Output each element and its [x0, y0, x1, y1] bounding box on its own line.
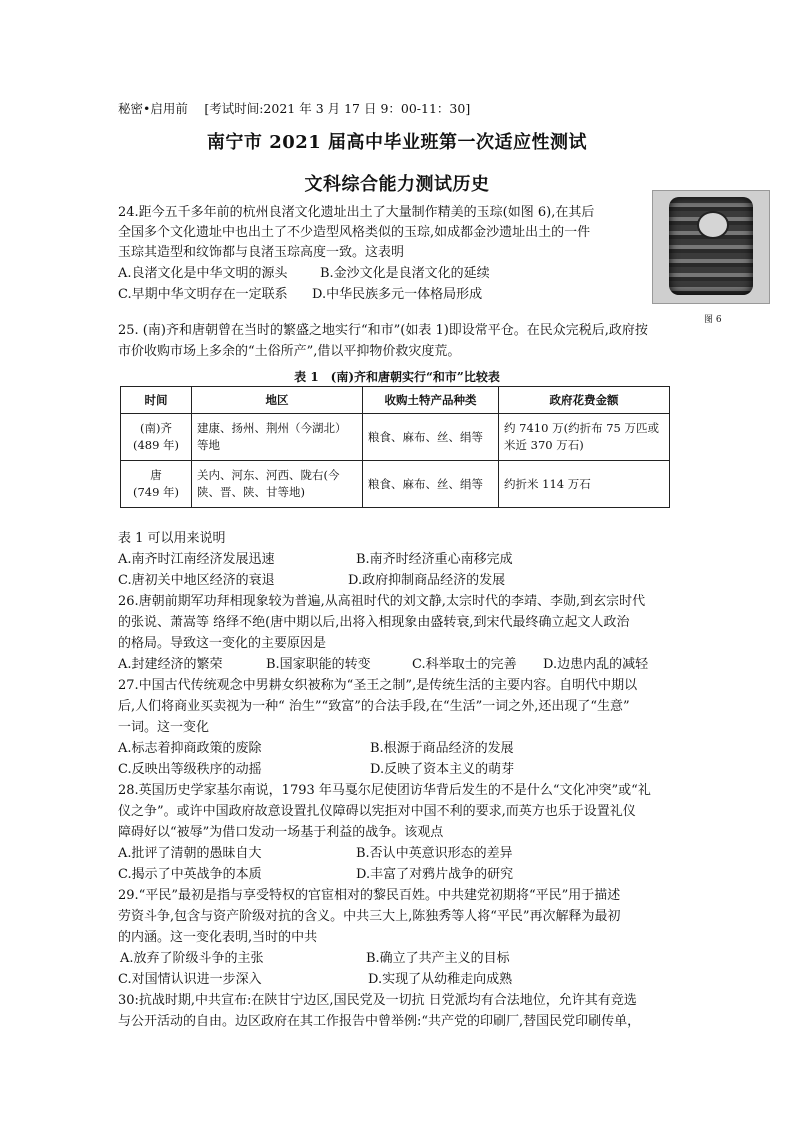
- table-row: [121, 461, 670, 508]
- table-header-row: [121, 387, 670, 414]
- table-header-region: 地区: [192, 387, 363, 414]
- q26-option-d: D.边患内乱的减轻: [543, 657, 649, 672]
- q29-line-1: 29.“平民”最初是指与享受特权的官宦相对的黎民百姓。中共建党初期将“平民”用于描述: [118, 888, 621, 903]
- q24-option-c: C.早期中华文明存在一定联系: [118, 287, 288, 302]
- table-header-time: 时间: [121, 387, 192, 414]
- q24-option-b: B.金沙文化是良渚文化的延续: [320, 266, 490, 281]
- row2-goods: 粮食、麻布、丝、绢等: [363, 461, 499, 508]
- q27-option-a: A.标志着抑商政策的废除: [118, 741, 262, 756]
- q26-option-b: B.国家职能的转变: [266, 657, 371, 672]
- q25-line-1: 25. (南)齐和唐朝曾在当时的繁盛之地实行“和市”(如表 1)即设常平仓。在民众完税后,政府按: [118, 323, 648, 338]
- q29-option-d: D.实现了从幼稚走向成熟: [368, 972, 513, 987]
- q25-line-2: 市价收购市场上多余的“土俗所产”,借以平抑物价救灾度荒。: [118, 344, 461, 359]
- figure-caption: 图 6: [704, 315, 722, 325]
- row1-cost: 约 7410 万(约折布 75 万匹或米近 370 万石): [499, 414, 670, 461]
- q30-line-1: 30:抗战时期,中共宣布:在陕甘宁边区,国民党及一切抗 日党派均有合法地位，允许其有竞选: [118, 993, 637, 1008]
- q24-option-a: A.良渚文化是中华文明的源头: [118, 266, 288, 281]
- q28-option-c: C.揭示了中英战争的本质: [118, 867, 262, 882]
- row1-region: 建康、扬州、荆州（今湖北）等地: [192, 414, 363, 461]
- row1-goods: 粮食、麻布、丝、绢等: [363, 414, 499, 461]
- q26-line-3: 的格局。导致这一变化的主要原因是: [118, 636, 327, 651]
- q29-option-a: A.放弃了阶级斗争的主张: [120, 951, 264, 966]
- q29-line-2: 劳资斗争,包含与资产阶级对抗的含义。中共三大上,陈独秀等人将“平民”再次解释为最初: [118, 909, 621, 924]
- table-row: [121, 414, 670, 461]
- q30-line-2: 与公开活动的自由。边区政府在其工作报告中曾举例:“共产党的印刷厂,替国民党印刷传单，: [118, 1014, 641, 1029]
- q24-line-3: 玉琮其造型和纹饰都与良渚玉琮高度一致。这表明: [118, 245, 405, 260]
- jade-cong-image: [669, 197, 753, 295]
- q24-option-d: D.中华民族多元一体格局形成: [312, 287, 483, 302]
- table-cell-time: [121, 461, 192, 508]
- q27-line-3: 一词。这一变化: [118, 720, 210, 735]
- q25-option-a: A.南齐时江南经济发展迅速: [118, 552, 275, 567]
- q27-option-d: D.反映了资本主义的萌芽: [370, 762, 515, 777]
- q28-option-d: D.丰富了对鸦片战争的研究: [356, 867, 514, 882]
- q25-stem: 表 1 可以用来说明: [118, 531, 226, 546]
- row1-year: (489 年): [132, 438, 180, 452]
- table-cell-time: [121, 414, 192, 461]
- q28-line-3: 障碍好以“被辱”为借口发动一场基于利益的战争。该观点: [118, 825, 444, 840]
- q29-option-b: B.确立了共产主义的目标: [366, 951, 510, 966]
- q29-option-c: C.对国情认识进一步深入: [118, 972, 262, 987]
- q27-line-1: 27.中国古代传统观念中男耕女织被称为“圣王之制”,是传统生活的主要内容。自明代中期以: [118, 678, 638, 693]
- q28-line-2: 仪之争”。或许中国政府故意设置扎仪障碍以宪拒对中国不利的要求,而英方也乐于设置礼仪: [118, 804, 636, 819]
- row2-region: 关内、河东、河西、陇右(今陕、晋、陕、甘等地): [192, 461, 363, 508]
- row2-cost: 约折米 114 万石: [499, 461, 670, 508]
- q29-line-3: 的内涵。这一变化表明,当时的中共: [118, 930, 318, 945]
- q26-line-1: 26.唐朝前期军功拜相现象较为普遍,从高祖时代的刘文静,太宗时代的李靖、李勋,到玄宗时代: [118, 594, 646, 609]
- exam-title: 南宁市 2021 届高中毕业班第一次适应性测试: [206, 132, 588, 153]
- q27-option-b: B.根源于商品经济的发展: [370, 741, 514, 756]
- comparison-table: [120, 386, 670, 508]
- q24-line-1: 24.距今五千多年前的杭州良渚文化遗址出土了大量制作精美的玉琮(如图 6),在其后: [118, 205, 595, 220]
- table-header-goods: 收购土特产品种类: [363, 387, 499, 414]
- q27-option-c: C.反映出等级秩序的动摇: [118, 762, 262, 777]
- row2-year: (749 年): [132, 485, 180, 499]
- q28-option-a: A.批评了清朝的愚昧自大: [118, 846, 262, 861]
- q25-option-b: B.南齐时经济重心南移完成: [356, 552, 513, 567]
- jade-cong-hole: [697, 211, 729, 239]
- row2-dynasty: 唐: [150, 468, 162, 482]
- q27-line-2: 后,人们将商业买卖视为一种“ 治生”“致富”的合法手段,在“生活”一词之外,还出现了“生意”: [118, 699, 630, 714]
- q28-option-b: B.否认中英意识形态的差异: [356, 846, 513, 861]
- exam-subtitle: 文科综合能力测试历史: [304, 174, 490, 195]
- jade-cong-figure: [652, 190, 770, 304]
- q26-option-a: A.封建经济的繁荣: [118, 657, 223, 672]
- table-header-cost: 政府花费金额: [499, 387, 670, 414]
- q25-option-c: C.唐初关中地区经济的衰退: [118, 573, 275, 588]
- q24-line-2: 全国多个文化遗址中也出土了不少造型风格类似的玉琮,如成都金沙遗址出土的一件: [118, 225, 591, 240]
- table-caption: 表 1 (南)齐和唐朝实行“和市”比较表: [294, 370, 500, 384]
- q25-option-d: D.政府抑制商品经济的发展: [348, 573, 506, 588]
- q26-option-c: C.科举取士的完善: [412, 657, 517, 672]
- row1-dynasty: (南)齐: [140, 421, 172, 435]
- exam-header: 秘密•启用前 [考试时间:2021 年 3 月 17 日 9：00-11：30]: [118, 101, 471, 116]
- q26-line-2: 的张说、萧嵩等 络绎不绝(唐中期以后,出将入相现象由盛转衰,到宋代最终确立起文人政治: [118, 615, 630, 630]
- q28-line-1: 28.英国历史学家基尔南说，1793 年马戛尔尼使团访华背后发生的不是什么“文化冲突”或“礼: [118, 783, 651, 798]
